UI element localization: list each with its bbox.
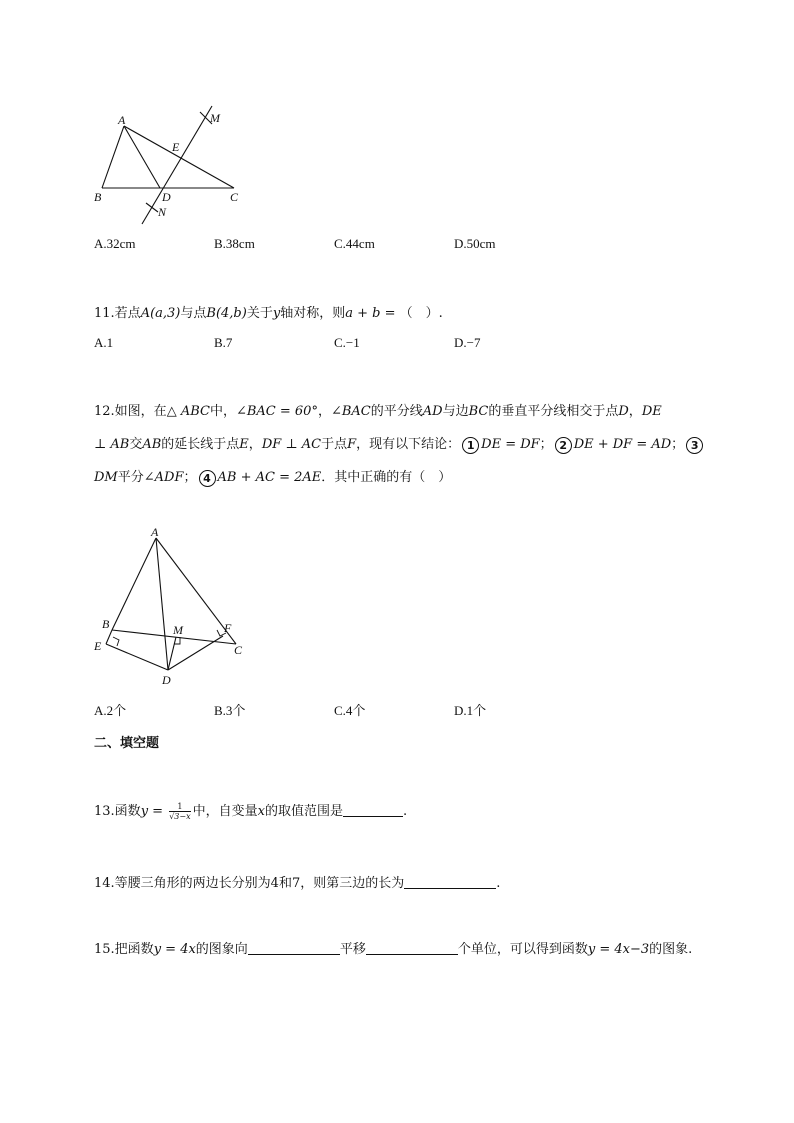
segment-ed xyxy=(106,644,168,670)
circled-number-2: 2 xyxy=(555,437,572,454)
figure-triangle-bisector xyxy=(88,100,258,230)
label-e: E xyxy=(172,140,180,154)
q12-option-d[interactable]: D.1个 xyxy=(454,703,487,718)
segment-be xyxy=(106,630,112,644)
label-m: M xyxy=(173,623,183,637)
figure-angle-bisector xyxy=(86,520,266,692)
q10-options xyxy=(94,236,714,254)
right-angle-e xyxy=(113,637,119,646)
segment-ab xyxy=(112,538,156,630)
label-c: C xyxy=(234,643,243,657)
segment-ad xyxy=(156,538,168,670)
answer-blank[interactable] xyxy=(343,803,403,817)
q13-stem: 13.函数y = $\frac{1}{√3-x}$ 中，自变量x的取值范围是 . xyxy=(94,802,408,821)
q15-stem: 15.把函数y = 4x的图象向 平移 个单位，可以得到函数y = 4x−3的图象. xyxy=(94,942,693,957)
q12-option-b[interactable]: B.3个 xyxy=(214,703,246,718)
line-mn xyxy=(142,106,212,224)
arc-mark-n xyxy=(146,203,158,212)
q12-stem-line2: ⊥ AB交AB的延长线于点E，DF ⊥ AC于点F，现有以下结论： 1 DE = DF； 2 DE + DF = AD； 3 xyxy=(94,433,705,454)
segment-md xyxy=(168,637,176,670)
section-title-fill-in: 二、填空题 xyxy=(94,736,160,751)
q12-stem-line1: 12.如图，在△ ABC中，∠BAC = 60°，∠BAC的平分线AD与边BC的垂直平分线相交于点D，DE xyxy=(94,404,662,419)
segment-ab xyxy=(102,126,124,188)
q10-option-d[interactable]: D.50cm xyxy=(454,236,496,251)
q10-option-b[interactable]: B.38cm xyxy=(214,236,255,251)
label-e: E xyxy=(94,639,102,653)
segment-ad xyxy=(124,126,160,188)
circled-number-1: 1 xyxy=(462,437,479,454)
label-c: C xyxy=(230,190,239,204)
answer-blank-units[interactable] xyxy=(366,941,458,955)
segment-df xyxy=(168,636,223,670)
label-f: F xyxy=(224,621,232,635)
label-d: D xyxy=(162,673,171,687)
q12-options xyxy=(94,700,714,718)
q12-option-a[interactable]: A.2个 xyxy=(94,703,127,718)
q11-option-c[interactable]: C.−1 xyxy=(334,335,360,350)
q11-option-b[interactable]: B.7 xyxy=(214,335,233,350)
q14-stem: 14.等腰三角形的两边长分别为4和7，则第三边的长为 . xyxy=(94,876,501,891)
label-d: D xyxy=(162,190,171,204)
q11-stem: 11.若点A(a,3)与点B(4,b)关于y轴对称，则a + b = （ ）. xyxy=(94,306,443,321)
label-m: M xyxy=(210,111,220,125)
fraction: $\frac{1}{√3-x}$ xyxy=(169,802,191,821)
label-b: B xyxy=(94,190,102,204)
q12-stem-line3: DM平分∠ADF； 4 AB + AC = 2AE．其中正确的有（ ） xyxy=(94,470,452,485)
label-n: N xyxy=(158,205,167,219)
segment-ac xyxy=(124,126,234,188)
q10-option-c[interactable]: C.44cm xyxy=(334,236,375,251)
q12-option-c[interactable]: C.4个 xyxy=(334,703,366,718)
q11-option-a[interactable]: A.1 xyxy=(94,335,114,350)
q10-option-a[interactable]: A.32cm xyxy=(94,236,136,251)
answer-blank[interactable] xyxy=(404,875,496,889)
q11-option-d[interactable]: D.−7 xyxy=(454,335,481,350)
label-a: A xyxy=(151,525,159,539)
answer-blank-direction[interactable] xyxy=(248,941,340,955)
label-a: A xyxy=(118,113,126,127)
label-b: B xyxy=(102,617,110,631)
q11-options xyxy=(94,335,714,353)
circled-number-3: 3 xyxy=(686,437,703,454)
circled-number-4: 4 xyxy=(199,470,216,487)
